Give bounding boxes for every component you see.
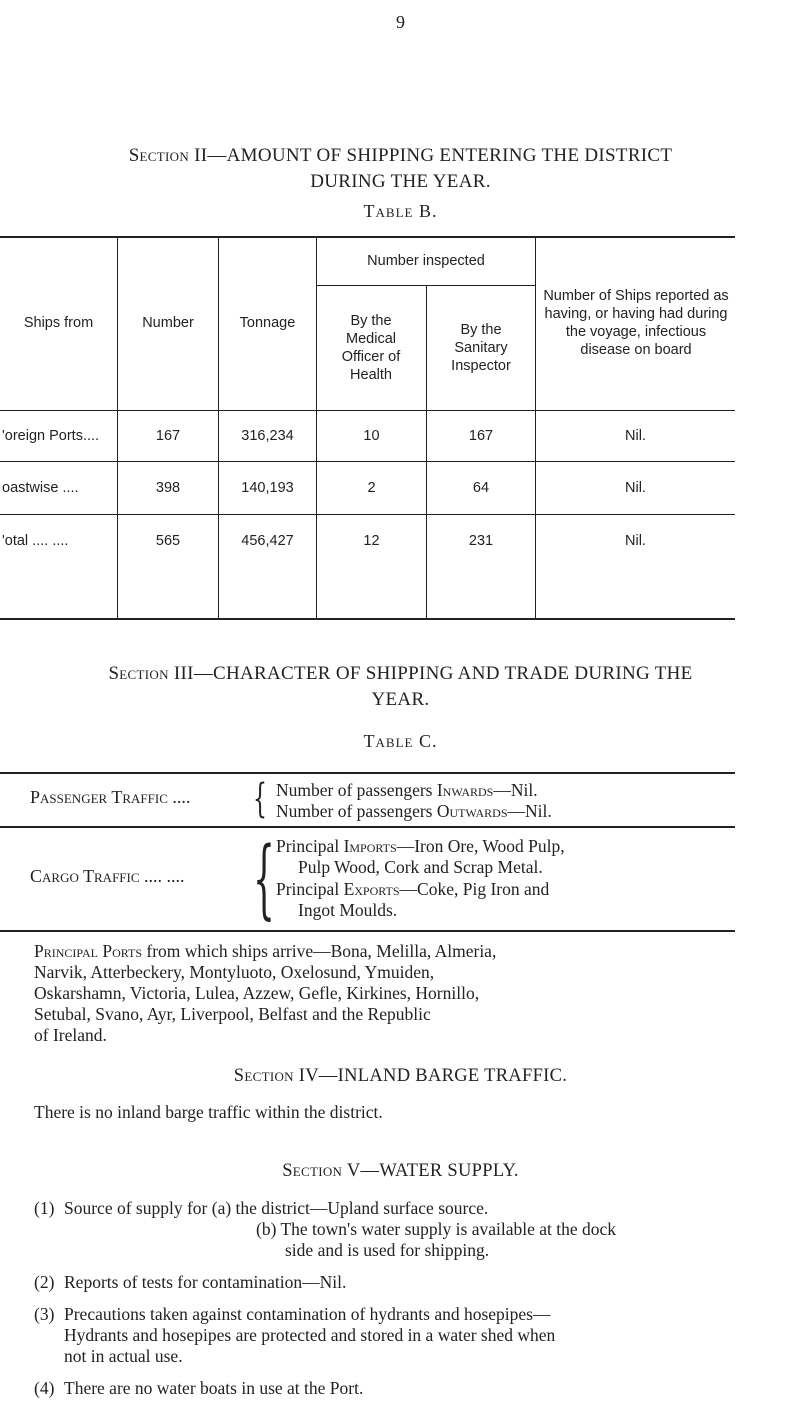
section-4-heading: [0, 1063, 801, 1089]
item-2-number: (2): [34, 1272, 55, 1292]
item-4-number: (4): [34, 1378, 55, 1398]
row-1-infectious: Nil.: [625, 428, 646, 444]
outwards-keyword: Outwards: [436, 801, 508, 821]
header-ships-from: Ships from: [23, 315, 94, 331]
section-4-prefix: Section IV: [233, 1066, 319, 1086]
item-3-line2: Hydrants and hosepipes are protected and stored in a water shed when: [64, 1325, 556, 1345]
item-2-text: Reports of tests for contamination—Nil.: [64, 1272, 347, 1292]
row-1-from: 'oreign Ports....: [2, 428, 100, 444]
header-by-medical-officer: By the Medical Officer of Health: [341, 313, 401, 383]
table-c-title: Table C.: [363, 731, 438, 751]
table-b-title: Table B.: [363, 201, 438, 221]
cargo-imports-line1: Principal Imports—Iron Ore, Wood Pulp,: [276, 836, 565, 856]
imports-keyword: Imports: [343, 836, 397, 856]
header-by-sanitary-inspector: By the Sanitary Inspector: [451, 322, 511, 374]
row-1-sanitary: 167: [468, 428, 494, 444]
row-3-tonnage: 456,427: [241, 533, 294, 549]
principal-ports-line2: Narvik, Atterbeckery, Montyluoto, Oxelosund, Ymuiden,: [34, 962, 435, 982]
section-3-title-line1: —CHARACTER OF SHIPPING AND TRADE DURING THE: [193, 663, 693, 684]
item-4-text: There are no water boats in use at the Port.: [64, 1378, 364, 1398]
row-3-number: 565: [155, 533, 181, 549]
cargo-traffic-label: Cargo Traffic .... ....: [30, 866, 185, 886]
passenger-traffic-label: Passenger Traffic ....: [30, 787, 191, 807]
passenger-inwards-line: Number of passengers Inwards—Nil.: [276, 780, 538, 800]
cargo-brace: {: [253, 829, 275, 929]
exports-keyword: Exports: [343, 879, 400, 899]
item-1-number: (1): [34, 1198, 55, 1218]
header-number-inspected: Number inspected: [367, 252, 485, 269]
cargo-exports-line1: Principal Exports—Coke, Pig Iron and: [276, 879, 550, 899]
section-2-prefix: Section II: [128, 145, 208, 166]
principal-ports-keyword: Principal Ports: [34, 941, 143, 961]
section-3-heading: [0, 661, 801, 713]
section-3-title-line2: YEAR.: [371, 689, 430, 710]
row-1-medical: 10: [363, 428, 380, 444]
row-1-number: 167: [155, 428, 181, 444]
row-2-from: oastwise ....: [2, 480, 79, 496]
row-1-tonnage: 316,234: [241, 428, 294, 444]
row-3-sanitary: 231: [468, 533, 494, 549]
row-3-medical: 12: [363, 533, 380, 549]
principal-ports-line3: Oskarshamn, Victoria, Lulea, Azzew, Gefle, Kirkines, Hornillo,: [34, 983, 480, 1003]
row-2-medical: 2: [367, 480, 376, 496]
item-3-line3: not in actual use.: [64, 1346, 183, 1366]
cargo-imports-line2: Pulp Wood, Cork and Scrap Metal.: [298, 857, 543, 877]
row-3-infectious: Nil.: [625, 533, 646, 549]
section-4-title: —INLAND BARGE TRAFFIC.: [318, 1066, 568, 1086]
inwards-keyword: Inwards: [436, 780, 494, 800]
principal-ports-line1: Principal Ports from which ships arrive—Bona, Melilla, Almeria,: [34, 941, 497, 961]
row-2-infectious: Nil.: [625, 480, 646, 496]
cargo-exports-line2: Ingot Moulds.: [298, 900, 398, 920]
row-2-number: 398: [155, 480, 181, 496]
principal-ports-line4: Setubal, Svano, Ayr, Liverpool, Belfast and the Republic: [34, 1004, 431, 1024]
item-3-line1: Precautions taken against contamination of hydrants and hosepipes—: [64, 1304, 551, 1324]
row-2-tonnage: 140,193: [241, 480, 294, 496]
page-number: 9: [396, 12, 405, 32]
table-b: [0, 236, 735, 619]
section-2-title-line1: —AMOUNT OF SHIPPING ENTERING THE DISTRICT: [207, 145, 673, 166]
section-4-text: There is no inland barge traffic within the district.: [34, 1102, 383, 1122]
section-5-prefix: Section V: [282, 1161, 361, 1181]
section-2-title-line2: DURING THE YEAR.: [310, 171, 491, 192]
header-infectious-disease: Number of Ships reported as having, or having had during the voyage, infectious disease on board: [543, 288, 729, 358]
header-tonnage: Tonnage: [239, 315, 296, 331]
passenger-brace: {: [253, 776, 267, 822]
passenger-outwards-line: Number of passengers Outwards—Nil.: [276, 801, 552, 821]
item-1-b-line2: side and is used for shipping.: [285, 1240, 490, 1260]
header-number: Number: [142, 315, 194, 331]
row-2-sanitary: 64: [472, 480, 490, 496]
section-3-prefix: Section III: [108, 663, 194, 684]
section-5-heading: [0, 1158, 801, 1184]
item-1-line1: Source of supply for (a) the district—Upland surface source.: [64, 1198, 489, 1218]
row-3-from: 'otal .... ....: [2, 533, 69, 549]
item-3-number: (3): [34, 1304, 55, 1324]
principal-ports-line5: of Ireland.: [34, 1025, 107, 1045]
section-5-title: —WATER SUPPLY.: [360, 1161, 519, 1181]
item-1-b-line1: (b) The town's water supply is available at the dock: [256, 1219, 617, 1239]
